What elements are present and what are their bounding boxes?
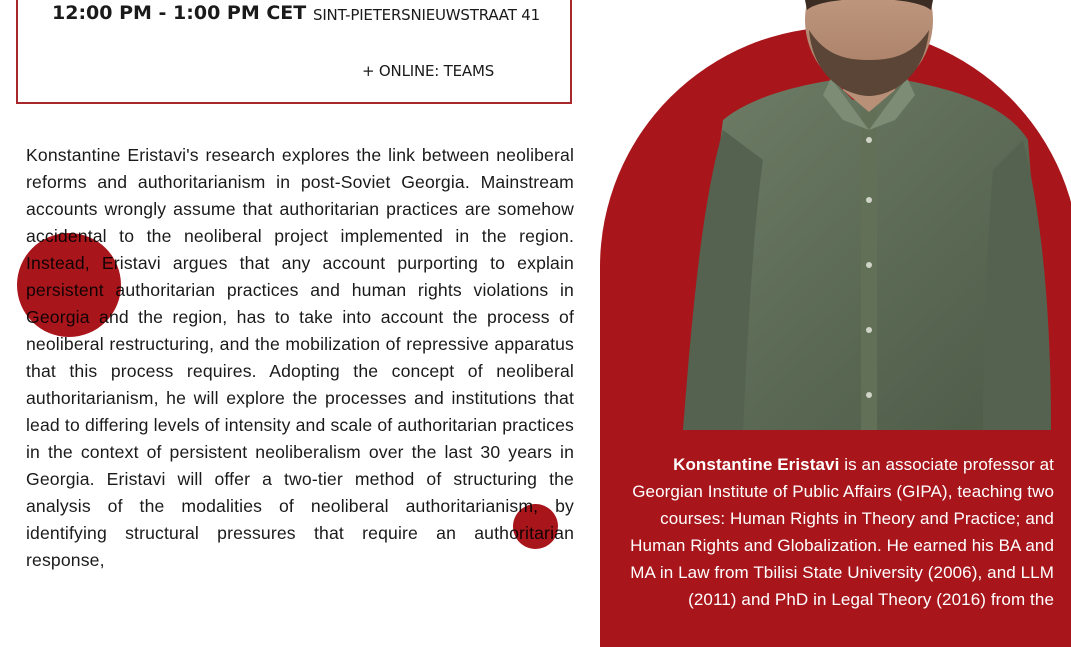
- speaker-name: Konstantine Eristavi: [673, 455, 840, 474]
- speaker-bio: [612, 451, 1054, 613]
- research-abstract: Konstantine Eristavi's research explores the link between neoliberal reforms and authoritarianism in post-Soviet Georgia. Mainstream accounts wrongly assume that authoritarian practices are somehow accidental to the neoliberal project implemented in the region. Instead, Eristavi argues that any account purporting to explain persistent authoritarian practices and human rights violations in Georgia and the region, has to take into account the process of neoliberal restructuring, and the mobilization of repressive apparatus that this process requires. Adopting the concept of neoliberal authoritarianism, he will explore the processes and institutions that lead to differing levels of intensity and scale of authoritarian practices in the context of persistent neoliberalism over the last 30 years in Georgia. Eristavi will offer a two-tier method of structuring the analysis of the modalities of neoliberal authoritarianism, by identifying structural pressures that require an authoritarian response,: [26, 145, 574, 570]
- speaker-bio-text: is an associate professor at Georgian Institute of Public Affairs (GIPA), teaching two courses: Human Rights in Theory and Practice; and Human Rights and Globalization. He earned his BA and MA in Law from Tbilisi State University (2006), and LLM (2011) and PhD in Legal Theory (2016) from the: [630, 455, 1054, 609]
- speaker-photo: [683, 0, 1051, 430]
- event-online-platform: + ONLINE: TEAMS: [362, 62, 495, 80]
- event-address: SINT-PIETERSNIEUWSTRAAT 41: [313, 6, 540, 24]
- speaker-portrait-image: [683, 0, 1051, 430]
- event-time: 12:00 PM - 1:00 PM CET: [52, 2, 307, 24]
